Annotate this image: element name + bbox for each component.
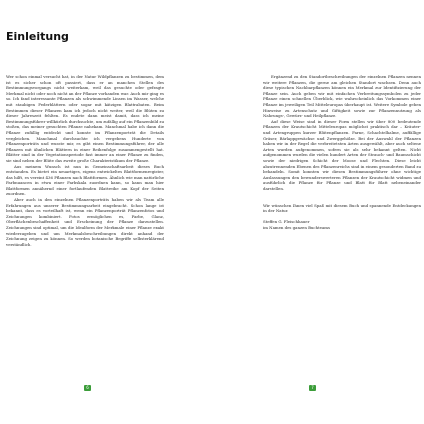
page-title: Einleitung bbox=[6, 30, 69, 43]
closing-wish: Wir wünschen Ihnen viel Spaß mit diesem Buch und spannende Entdeckungen in der Natur. bbox=[263, 202, 421, 214]
page-number-left: 6 bbox=[84, 385, 91, 391]
signature-name: Steffen G. Fleischhauer bbox=[263, 219, 310, 225]
left-text-column bbox=[6, 74, 164, 247]
intro-paragraph-5: Auf diese Weise sind in dieser Form stellen wir über 800 bedeutende Pflanzen der Krautschicht Mitteleuropas möglichst praktisch dar – Kräuter- und Artengruppen kurzer Blütenpflanzen. Farne, Schachtelhalme, auffällige Gräser, Bärlappgewächse und Zwerggehölze. Bei der Auswahl der Pflanzen haben wir in der Regel die verbreitetsten Arten ausgewählt, aber auch seltene Arten wurden aufgenommen, sofern sie als sehr bekannt gelten. Nicht aufgenommen wurden die vielen hundert Arten der Strauch- und Baumschicht sowie der niedrigen Schicht der Moose und Flechten. Diese leicht abzutrennenden Ebenen des Pflanzenreichs sind in einem gesonderten Band zu behandeln. Somit konnten wir diesen Bestimmungsführer ohne wichtige Auslassungen den bewunderswerteren Pflanzen der Krautschicht widmen und ausführlich die Pflanze für Pflanze und Blatt für Blatt nebeneinander darstellen. bbox=[263, 118, 421, 191]
intro-paragraph-1: Wer schon einmal versucht hat, in der Natur Wildpflanzen zu bestimmen, dem ist es sicher schon oft passiert, dass er an manchen Stellen des Bestimmungsvorgangs nicht weiterkam, weil das gesuchte oder gefragte Merkmal nicht oder noch nicht an der Pflanze vorhanden war. Auch mir ging es so. Ich fand interessante Pflanzen als schwimmende Linsen im Wasser, welche mit staubigen Federblättern oder sogar mit kätzigen Blattrabaten. Beim Bestimmen dieser Pflanzen kam ich jedoch nicht weiter, weil die Blüten zu dieser Jahreszeit fehlten. Es endete dann meist damit, dass ich meine Bestimmungsführer willkürlich durchsuchte, um zufällig auf ein Pflanzenbild zu stoßen, das meiner gesuchten Pflanze nahekam. Manchmal habe ich dann die Pflanze zufällig entdeckt und konnte im Pflanzenporträt die Details vergleichen. Manchmal durchsuchte ich vergebens Hunderte von Pflanzenporträts und wusste mir, es gibt einen Bestimmungsführer, der alle Pflanzen mit ähnlichen Blättern in einer Reihenfolge zusammengestellt hat. Blätter sind in der Vegetationsperiode fast immer an einer Pflanze zu finden, sie sind neben der Blüte das zweite große Charakteristikum der Pflanze. bbox=[6, 74, 164, 163]
right-text-column bbox=[263, 74, 421, 231]
intro-paragraph-4: Ergänzend zu den Standortbeschreibungen der einzelnen Pflanzen nennen wir weitere Pflanzen, die gerne am gleichen Standort wachsen. Denn auch diese typischen Nachbarpflanzen können ein Merkmal zur Identifizierung der Pflanze sein. Auch geben wir mit einfachen Verbreitungssymbolen zu jeder Pflanze einen schnellen Überblick, wie wahrscheinlich das Vorkommen einer Pflanze im jeweiligen Teil Mitteleuropas überhaupt ist. Weitere Symbole geben Hinweise zu Artenschutz und Giftigkeit sowie zur Pflanzennutzung als Nahrungs-, Gewürz- und Heilpflanze. bbox=[263, 74, 421, 119]
intro-paragraph-3: Aber auch in den einzelnen Pflanzenporträts haben wir als Team alle Erfahrungen aus unserer Bestimmungsarbeit eingebracht. Schon lange ist bekannt, dass es vorteilhaft ist, wenn ein Pflanzenporträt Pflanzenfotos und Zeichnungen kombiniert. Fotos ermöglichen es, Farbe, Glanz, Oberflächenbeschaffenheit und Erscheinung der Pflanze darzustellen. Zeichnungen sind optimal, um die Idealform der Merkmale einer Pflanze exakt wiederzugeben und um Merkmalsbeschreibungen direkt anhand der Zeichnung zeigen zu können. So werden botanische Begriffe selbsterklärend verständlich. bbox=[6, 197, 164, 247]
signature-note: im Namen des ganzen Buchteams bbox=[263, 225, 330, 231]
intro-paragraph-2: Aus meinem Wunsch ist nun in Gemeinschaftsarbeit dieses Buch entstanden. Es bietet ein neuartiges, eigens entwickeltes Blattformenregister, das hilft, es vereint 436 Pflanzen nach Blattformen. Ähnlich wie man natürliche Farbnuancen in etwa einer Farbskala zuordnen kann, so kann man hier Blattformen annähernd einer fortlaufenden Blattreihe am Kopf der Seiten zuordnen. bbox=[6, 163, 164, 197]
page-number-right: 7 bbox=[309, 385, 316, 391]
